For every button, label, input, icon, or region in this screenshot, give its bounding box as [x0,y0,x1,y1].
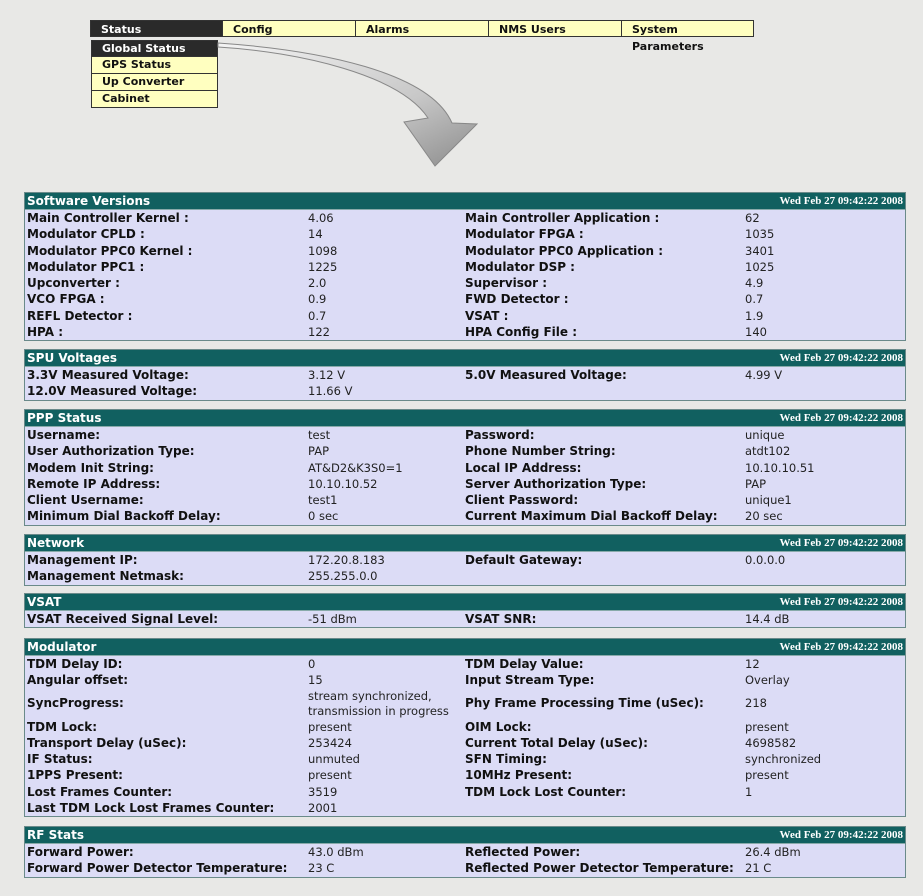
field-value: 3519 [308,784,338,799]
tab-alarms[interactable]: Alarms [355,20,489,37]
field-value: 1098 [308,243,338,258]
field-label [463,568,743,584]
table-row [25,210,905,226]
field-value: 10.10.10.52 [308,476,378,491]
tab-config[interactable]: Config [222,20,356,37]
field-value: 23 C [308,861,335,876]
field-value: 0 sec [308,509,339,524]
menu-item-cabinet[interactable]: Cabinet [91,91,218,108]
table-row [25,552,905,568]
field-value: present [745,719,789,734]
table-row [25,383,905,399]
field-label: Modulator CPLD : [27,227,145,242]
field-value [743,800,903,816]
panel-title: PPP Status [27,411,102,425]
tab-status[interactable]: Status [90,20,223,37]
field-value: 1025 [745,259,775,274]
field-label: Phy Frame Processing Time (uSec): [465,696,704,711]
field-label: Current Maximum Dial Backoff Delay: [465,509,718,524]
field-label: 5.0V Measured Voltage: [465,368,627,382]
field-label: IF Status: [27,752,93,767]
field-label: TDM Lock Lost Counter: [465,784,627,799]
field-value: 0.0.0.0 [745,553,786,567]
menu-item-global-status[interactable]: Global Status [91,40,218,57]
field-label: VSAT : [465,308,509,323]
field-value: 1225 [308,259,338,274]
field-label: Minimum Dial Backoff Delay: [27,509,221,524]
field-label: Modulator PPC0 Kernel : [27,243,193,258]
field-label: Client Username: [27,493,144,508]
field-value: 43.0 dBm [308,845,364,859]
panel-software-versions [24,192,906,341]
panel-timestamp: Wed Feb 27 09:42:22 2008 [779,641,903,653]
panel-rows [25,655,905,816]
panel-rows [25,426,905,525]
table-row [25,291,905,307]
panel-title: Software Versions [27,194,151,208]
field-label: Transport Delay (uSec): [27,735,187,750]
field-value: AT&D2&K3S0=1 [308,460,403,475]
table-row [25,460,905,476]
field-value: 0 [308,657,316,671]
field-value: Overlay [745,673,790,688]
field-value: PAP [745,476,767,491]
table-row [25,784,905,800]
table-row [25,611,905,627]
field-label: SFN Timing: [465,752,547,767]
field-label: 3.3V Measured Voltage: [27,368,189,382]
field-label: SyncProgress: [27,696,124,711]
field-value: 4698582 [745,735,797,750]
field-value: 3401 [745,243,775,258]
table-row [25,672,905,688]
table-row [25,735,905,751]
field-value: 10.10.10.51 [745,460,815,475]
field-value: stream synchronized, transmission in progress [308,688,449,718]
field-value: 0.9 [308,292,327,307]
field-label: Reflected Power Detector Temperature: [465,861,734,876]
panel-rows [25,843,905,877]
field-label: Modem Init String: [27,460,154,475]
panel-timestamp: Wed Feb 27 09:42:22 2008 [779,537,903,549]
panel-ppp-status [24,409,906,526]
field-label: Supervisor : [465,276,548,291]
table-row [25,324,905,340]
field-value: 14 [308,227,323,242]
field-value: present [308,768,352,783]
field-value: 4.99 V [745,368,783,382]
panel-rf-stats [24,826,906,878]
field-value: present [308,719,352,734]
field-label: HPA Config File : [465,325,577,340]
table-row [25,860,905,876]
panel-rows [25,366,905,400]
field-value: 218 [745,696,767,711]
table-row [25,689,905,719]
panel-vsat [24,593,906,628]
field-value: unique [745,428,785,442]
field-label: Current Total Delay (uSec): [465,735,648,750]
field-label: Lost Frames Counter: [27,784,173,799]
field-value: 14.4 dB [745,612,790,626]
table-row [25,308,905,324]
field-value: 122 [308,325,330,340]
table-row [25,492,905,508]
panel-header [25,193,905,209]
table-row [25,719,905,735]
field-label: Modulator DSP : [465,259,575,274]
field-value [743,383,903,399]
field-label: Username: [27,428,101,442]
field-label: 12.0V Measured Voltage: [27,384,198,399]
field-value: 140 [745,325,767,340]
field-value: 20 sec [745,509,783,524]
menu-item-up-converter[interactable]: Up Converter [91,74,218,91]
curved-arrow-icon [0,0,923,200]
panel-timestamp: Wed Feb 27 09:42:22 2008 [779,412,903,424]
panel-rows [25,209,905,340]
table-row [25,443,905,459]
panel-title: RF Stats [27,828,84,842]
panel-header [25,410,905,426]
field-label: Local IP Address: [465,460,582,475]
tab-nms-users[interactable]: NMS Users [488,20,622,37]
table-row [25,243,905,259]
field-label: Upconverter : [27,276,120,291]
panel-modulator [24,638,906,817]
panel-title: VSAT [27,595,62,609]
field-label: Remote IP Address: [27,476,161,491]
field-label: Management IP: [27,553,138,567]
field-value: 3.12 V [308,368,346,382]
field-label: Angular offset: [27,673,129,688]
field-label: Modulator FPGA : [465,227,584,242]
field-value: 1.9 [745,308,764,323]
field-value: 62 [745,211,760,225]
panel-rows [25,551,905,585]
field-label: HPA : [27,325,63,340]
field-value: synchronized [745,752,822,767]
panel-rows [25,610,905,627]
table-row [25,844,905,860]
field-label: Reflected Power: [465,845,581,859]
table-row [25,226,905,242]
panel-timestamp: Wed Feb 27 09:42:22 2008 [779,352,903,364]
panel-timestamp: Wed Feb 27 09:42:22 2008 [779,829,903,841]
field-value: 2.0 [308,276,327,291]
field-label: Password: [465,428,535,442]
field-label: REFL Detector : [27,308,133,323]
field-label [463,800,743,816]
field-label: User Authorization Type: [27,444,195,459]
tab-system-parameters[interactable]: System Parameters [621,20,754,37]
field-value: 12 [745,657,760,671]
field-value: PAP [308,444,330,459]
field-value: 11.66 V [308,384,353,399]
field-value: 26.4 dBm [745,845,801,859]
field-value: unmuted [308,752,360,767]
panel-title: Modulator [27,640,97,654]
table-row [25,275,905,291]
field-label: Client Password: [465,493,579,508]
field-value: 0.7 [308,308,327,323]
panel-network [24,534,906,586]
field-value: atdt102 [745,444,791,459]
table-row [25,367,905,383]
field-label: Modulator PPC0 Application : [465,243,664,258]
panel-spu-voltages [24,349,906,401]
table-row [25,568,905,584]
panel-header [25,535,905,551]
panel-timestamp: Wed Feb 27 09:42:22 2008 [779,596,903,608]
field-label: Input Stream Type: [465,673,595,688]
field-value: present [745,768,789,783]
field-value: 15 [308,673,323,688]
field-label: TDM Delay Value: [465,657,584,671]
table-row [25,656,905,672]
field-label: Last TDM Lock Lost Frames Counter: [27,801,275,816]
field-value: 255.255.0.0 [308,569,378,584]
field-value: unique1 [745,493,792,508]
table-row [25,476,905,492]
table-row [25,259,905,275]
field-value: 1035 [745,227,775,242]
menu-item-gps-status[interactable]: GPS Status [91,57,218,74]
field-label: 10MHz Present: [465,768,573,783]
field-label: Phone Number String: [465,444,616,459]
field-label: VSAT SNR: [465,612,537,626]
table-row [25,751,905,767]
panel-timestamp: Wed Feb 27 09:42:22 2008 [779,195,903,207]
field-label: TDM Lock: [27,719,98,734]
panel-header [25,827,905,843]
field-value: 21 C [745,861,772,876]
table-row [25,427,905,443]
field-value [743,568,903,584]
field-label: Main Controller Kernel : [27,211,189,225]
table-row [25,767,905,783]
field-label: Forward Power Detector Temperature: [27,861,288,876]
field-label: Management Netmask: [27,569,184,584]
field-label: TDM Delay ID: [27,657,123,671]
field-value: 4.06 [308,211,334,225]
field-value: 4.9 [745,276,764,291]
field-value: -51 dBm [308,612,357,626]
field-label [463,383,743,399]
field-label: 1PPS Present: [27,768,123,783]
field-label: OIM Lock: [465,719,532,734]
field-label: FWD Detector : [465,292,569,307]
panel-header [25,350,905,366]
field-value: 2001 [308,801,338,816]
field-value: 0.7 [745,292,764,307]
field-value: test [308,428,331,442]
field-label: Server Authorization Type: [465,476,647,491]
panel-header [25,639,905,655]
field-label: Modulator PPC1 : [27,259,145,274]
field-label: Main Controller Application : [465,211,660,225]
field-value: 172.20.8.183 [308,553,385,567]
panel-title: Network [27,536,85,550]
table-row [25,508,905,524]
field-label: VCO FPGA : [27,292,105,307]
field-label: Forward Power: [27,845,134,859]
field-value: test1 [308,493,338,508]
table-row [25,800,905,816]
panel-title: SPU Voltages [27,351,118,365]
field-label: Default Gateway: [465,553,583,567]
field-label: VSAT Received Signal Level: [27,612,219,626]
field-value: 1 [745,784,753,799]
panel-header [25,594,905,610]
field-value: 253424 [308,735,352,750]
